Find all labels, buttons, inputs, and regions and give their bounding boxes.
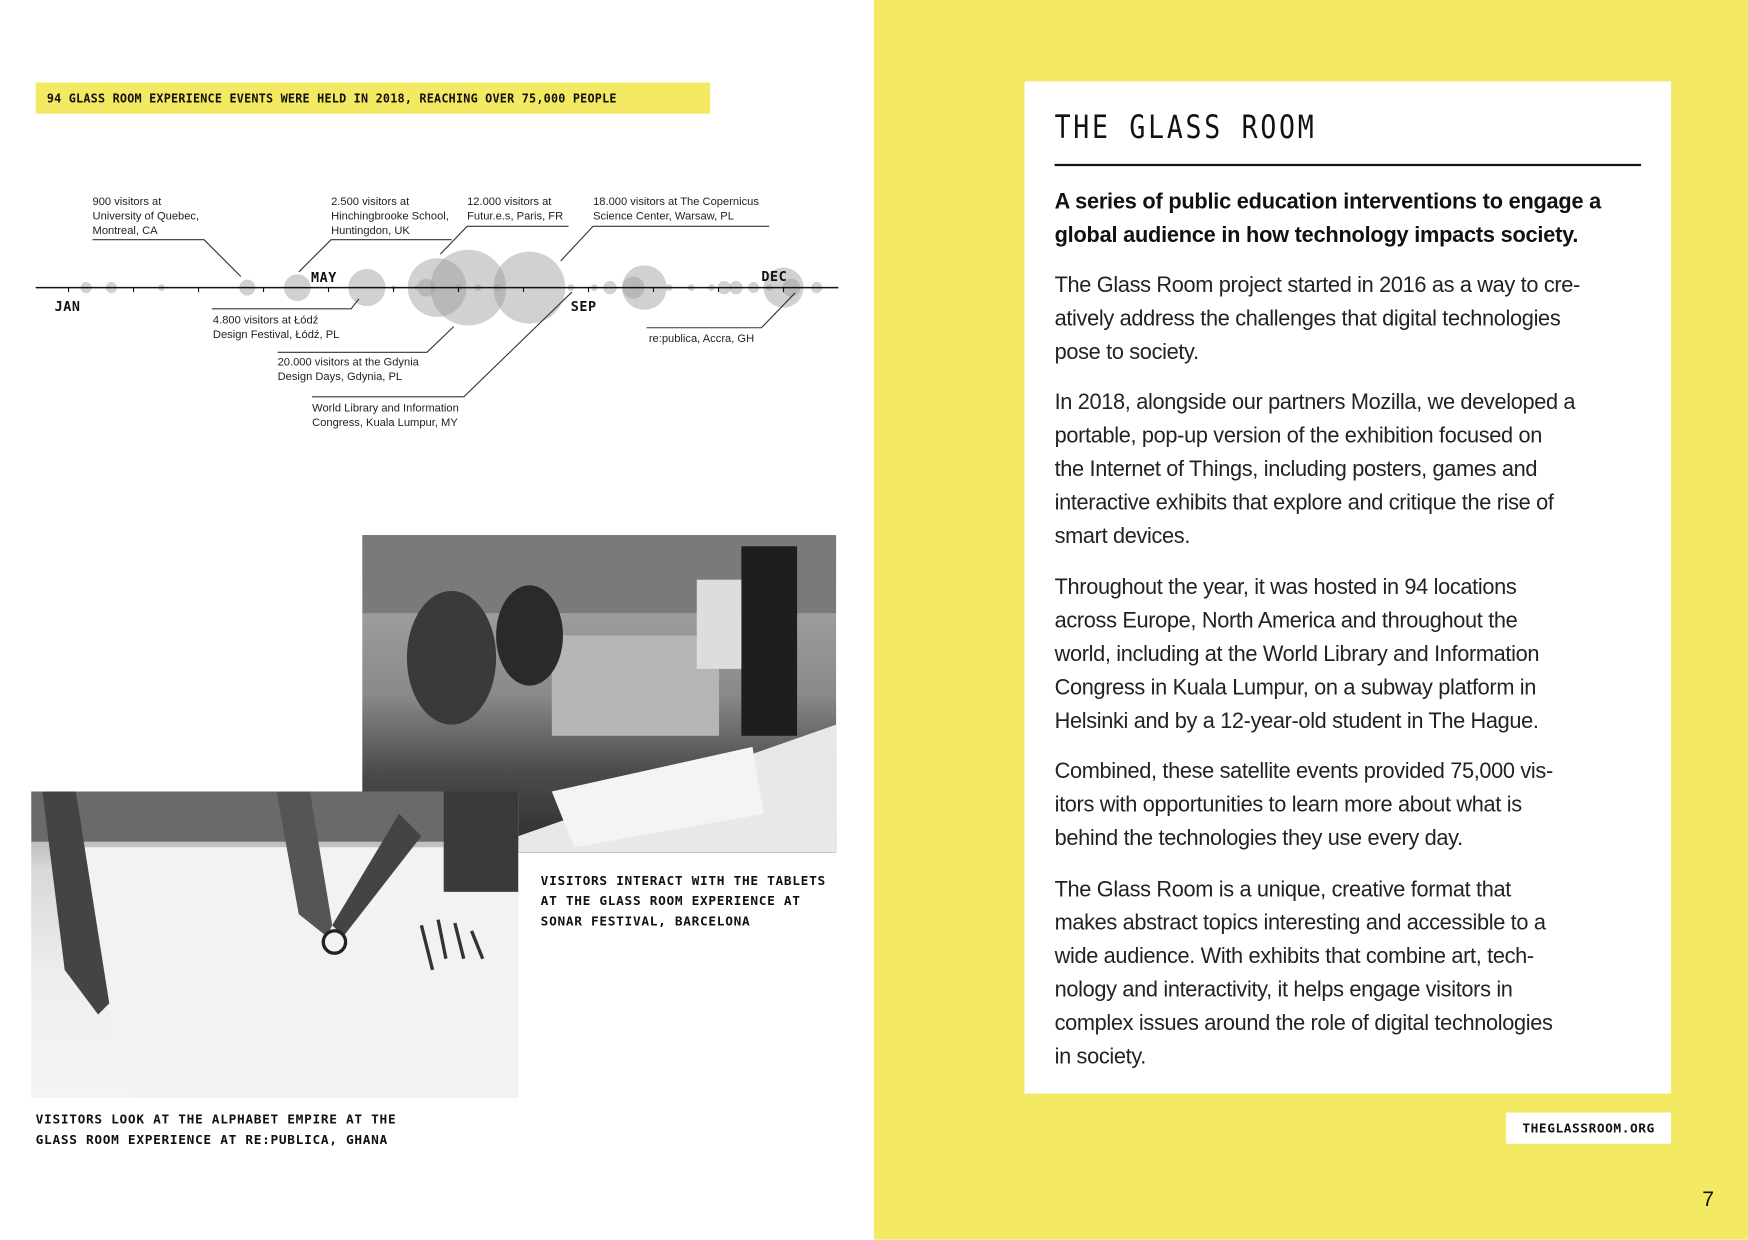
paragraph-3: Throughout the year, it was hosted in 94 locations across Europe, North America and throughout the world, including at the World Library and Information Congress in Kuala Lumpur, on a subway platform in Helsinki and by a 12-year-old student in The Hague. bbox=[1054, 575, 1540, 734]
leader-line-quebec bbox=[93, 240, 241, 277]
paragraph-5: The Glass Room is a unique, creative format that makes abstract topics interesting and accessible to a wide audience. With exhibits that combine art, tech- nology and interactivity, it helps engage visitors in complex issues around the role of digital technologies in society. bbox=[1054, 877, 1553, 1070]
card-lead: A series of public education interventions to engage a global audience in how technology impacts society. bbox=[1054, 189, 1602, 248]
month-label-dec: DEC bbox=[761, 268, 788, 285]
page-number: 7 bbox=[1702, 1188, 1715, 1212]
month-label-may: MAY bbox=[311, 269, 337, 286]
card-title: THE GLASS ROOM bbox=[1054, 108, 1317, 147]
title-divider bbox=[1055, 164, 1641, 166]
leader-line-paris bbox=[440, 226, 568, 254]
annotation-accra: re:publica, Accra, GH bbox=[648, 333, 755, 346]
annotation-lodz: 4.800 visitors at Łódź Design Festival, Łódź, PL bbox=[212, 314, 340, 342]
paragraph-2: In 2018, alongside our partners Mozilla, we developed a portable, pop-up version of the exhibition focused on the Internet of Things, including posters, games and interactive exhibits that explore and critique the rise of smart devices. bbox=[1054, 390, 1576, 549]
photo-alphabet-empire bbox=[31, 792, 518, 1099]
paragraph-1: The Glass Room project started in 2016 as a way to cre- atively address the challenges that digital technologies pose to society. bbox=[1054, 273, 1580, 365]
caption-alphabet: VISITORS LOOK AT THE ALPHABET EMPIRE AT THE GLASS ROOM EXPERIENCE AT RE:PUBLICA, GHANA bbox=[35, 1111, 397, 1148]
website-link-text[interactable]: THEGLASSROOM.ORG bbox=[1522, 1120, 1655, 1136]
info-card bbox=[1025, 81, 1672, 1093]
caption-tablets: VISITORS INTERACT WITH THE TABLETS AT THE GLASS ROOM EXPERIENCE AT SONAR FESTIVAL, BARCELONA bbox=[540, 872, 826, 929]
paragraph-4: Combined, these satellite events provided 75,000 vis- itors with opportunities to learn more about what is behind the technologies they use every day. bbox=[1054, 759, 1553, 851]
annotation-quebec: 900 visitors at University of Quebec, Montreal, CA bbox=[92, 196, 200, 238]
annotation-gdynia: 20.000 visitors at the Gdynia Design Days, Gdynia, PL bbox=[277, 356, 419, 384]
annotation-warsaw: 18.000 visitors at The Copernicus Science Center, Warsaw, PL bbox=[593, 196, 759, 223]
month-label-jan: JAN bbox=[54, 298, 81, 315]
annotation-paris: 12.000 visitors at Futur.e.s, Paris, FR bbox=[467, 196, 564, 223]
stat-banner-text: 94 GLASS ROOM EXPERIENCE EVENTS WERE HELD IN 2018, REACHING OVER 75,000 PEOPLE bbox=[46, 90, 617, 106]
leader-line-warsaw bbox=[561, 226, 769, 261]
month-label-sep: SEP bbox=[570, 298, 597, 315]
website-link[interactable] bbox=[1506, 1113, 1671, 1144]
annotation-kuala-lumpur: World Library and Information Congress, Kuala Lumpur, MY bbox=[312, 402, 459, 430]
annotation-hinchingbrooke: 2.500 visitors at Hinchingbrooke School, Huntingdon, UK bbox=[331, 196, 449, 238]
leader-line-lodz bbox=[212, 299, 359, 309]
